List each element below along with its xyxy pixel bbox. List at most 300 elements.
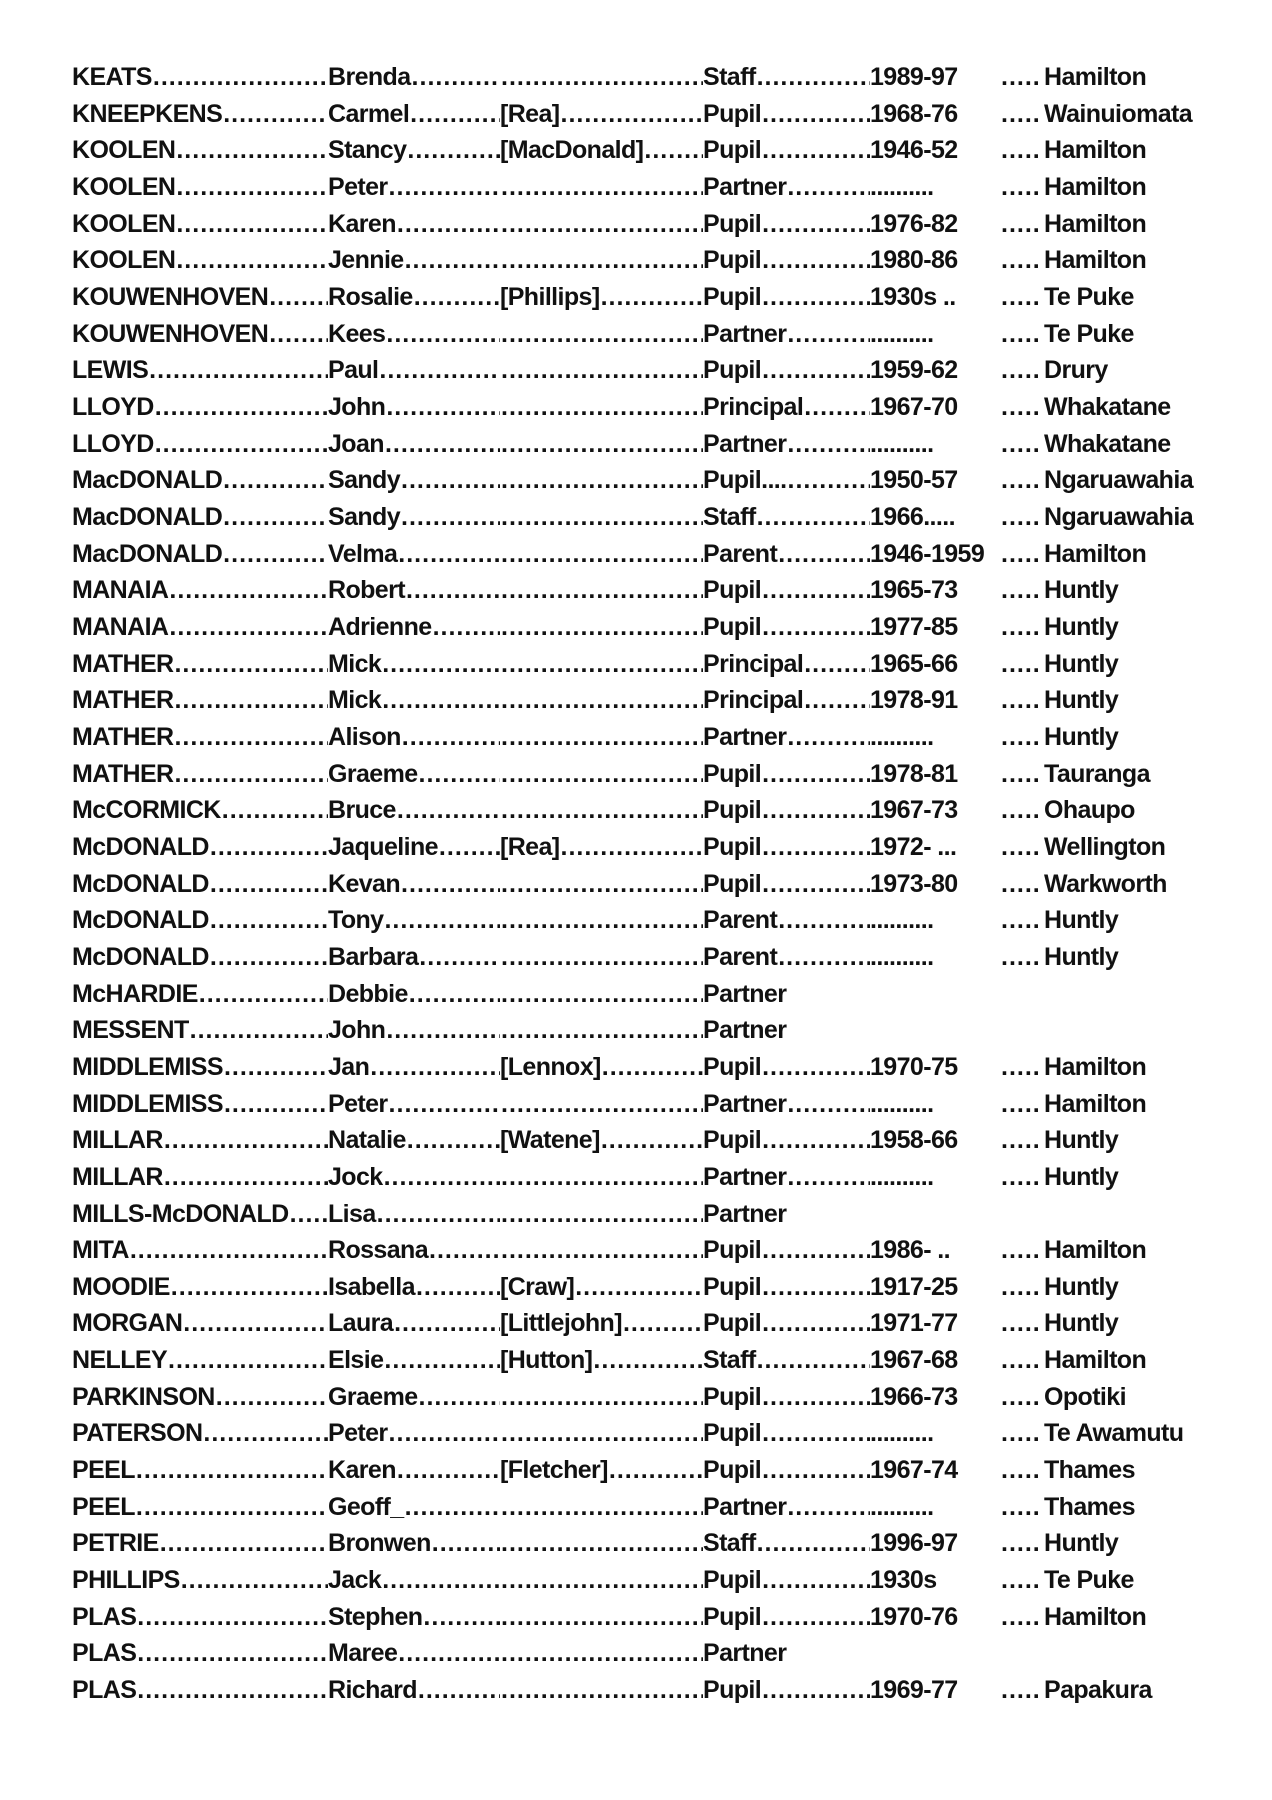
role: Partner xyxy=(703,1199,787,1228)
role-cell xyxy=(703,647,870,681)
first-name: Isabella xyxy=(328,1272,415,1301)
first-name-cell xyxy=(328,390,500,424)
maiden-name: [Lennox] xyxy=(500,1052,601,1081)
maiden-name: [Phillips] xyxy=(500,283,600,311)
dot-leader xyxy=(175,170,328,204)
role-cell xyxy=(703,463,870,497)
surname: PEEL xyxy=(72,1456,135,1485)
first-name: Peter xyxy=(328,1089,388,1118)
years: 1946-52 xyxy=(870,136,958,165)
list-row xyxy=(0,537,1272,571)
list-row xyxy=(0,1306,1272,1340)
first-name: Brenda xyxy=(328,63,411,91)
dot-leader xyxy=(170,1270,328,1304)
dot-leader xyxy=(1000,793,1044,827)
years: 1973-80 xyxy=(870,869,958,898)
surname-cell xyxy=(72,1453,328,1487)
town-cell xyxy=(1044,427,1272,461)
town-leader-cell xyxy=(1000,903,1044,937)
maiden-name-cell xyxy=(500,1233,703,1267)
maiden-name-cell xyxy=(500,317,703,351)
role: Staff xyxy=(703,502,756,531)
years-cell xyxy=(870,1270,1000,1304)
surname-cell xyxy=(72,757,328,791)
list-row xyxy=(0,1050,1272,1084)
town-cell xyxy=(1044,830,1272,864)
role: Pupil xyxy=(703,246,762,275)
town-cell xyxy=(1044,1600,1272,1634)
surname-cell xyxy=(72,1380,328,1414)
town-cell xyxy=(1044,1526,1272,1560)
years: .......... xyxy=(870,319,934,348)
dot-leader xyxy=(500,1600,703,1634)
first-name-cell xyxy=(328,1636,500,1670)
list-row xyxy=(0,1600,1272,1634)
dot-leader xyxy=(168,573,328,607)
years-cell xyxy=(870,1636,1000,1670)
dot-leader xyxy=(1000,647,1044,681)
surname-cell xyxy=(72,1050,328,1084)
years: .......... xyxy=(870,722,934,751)
dot-leader xyxy=(1000,1453,1044,1487)
town: Hamilton xyxy=(1044,1052,1147,1081)
first-name: Robert xyxy=(328,576,405,605)
years-cell xyxy=(870,280,1000,314)
surname: MATHER xyxy=(72,759,174,788)
years-cell xyxy=(870,353,1000,387)
first-name: Jan xyxy=(328,1052,370,1081)
maiden-name-cell xyxy=(500,1123,703,1157)
dot-leader xyxy=(643,133,703,167)
town-cell xyxy=(1044,1380,1272,1414)
dot-leader xyxy=(415,1270,500,1304)
dot-leader xyxy=(223,1087,328,1121)
first-name: Natalie xyxy=(328,1126,406,1155)
dot-leader xyxy=(393,1306,500,1340)
dot-leader xyxy=(396,207,500,241)
role: Parent xyxy=(703,942,778,971)
dot-leader xyxy=(175,133,328,167)
role-cell xyxy=(703,977,870,1011)
list-row xyxy=(0,903,1272,937)
surname-cell xyxy=(72,207,328,241)
town-cell xyxy=(1044,1087,1272,1121)
maiden-name-cell xyxy=(500,280,703,314)
dot-leader xyxy=(786,1087,870,1121)
first-name-cell xyxy=(328,1453,500,1487)
years: 1978-81 xyxy=(870,759,958,788)
dot-leader xyxy=(381,683,500,717)
town-leader-cell xyxy=(1000,317,1044,351)
dot-leader xyxy=(1000,867,1044,901)
dot-leader xyxy=(223,1050,328,1084)
dot-leader xyxy=(500,903,703,937)
surname: MATHER xyxy=(72,649,174,678)
first-name-cell xyxy=(328,97,500,131)
surname: PLAS xyxy=(72,1602,137,1631)
first-name: Karen xyxy=(328,209,396,238)
dot-leader xyxy=(803,390,870,424)
years: 1996-97 xyxy=(870,1529,958,1558)
surname: McCORMICK xyxy=(72,796,221,825)
dot-leader xyxy=(1000,280,1044,314)
list-row xyxy=(0,1123,1272,1157)
dot-leader xyxy=(209,867,328,901)
dot-leader xyxy=(148,353,328,387)
years-cell xyxy=(870,977,1000,1011)
town-leader-cell xyxy=(1000,977,1044,1011)
dot-leader xyxy=(396,1453,500,1487)
town-cell xyxy=(1044,1416,1272,1450)
town: Huntly xyxy=(1044,722,1119,751)
dot-leader xyxy=(1000,720,1044,754)
dot-leader xyxy=(406,133,500,167)
maiden-name-cell xyxy=(500,757,703,791)
role-cell xyxy=(703,793,870,827)
years-cell xyxy=(870,720,1000,754)
surname: MITA xyxy=(72,1236,129,1265)
dot-leader xyxy=(500,720,703,754)
years: 1978-91 xyxy=(870,686,958,715)
maiden-name-cell xyxy=(500,903,703,937)
town-leader-cell xyxy=(1000,1087,1044,1121)
maiden-name-cell xyxy=(500,1453,703,1487)
maiden-name-cell xyxy=(500,1526,703,1560)
dot-leader xyxy=(761,1416,870,1450)
maiden-name-cell xyxy=(500,683,703,717)
dot-leader xyxy=(1000,390,1044,424)
role: Partner xyxy=(703,979,787,1008)
role: Pupil xyxy=(703,1456,762,1485)
dot-leader xyxy=(381,647,500,681)
dot-leader xyxy=(411,60,500,94)
surname: MATHER xyxy=(72,722,174,751)
town: Te Puke xyxy=(1044,319,1134,348)
role: Pupil xyxy=(703,1566,762,1595)
first-name-cell xyxy=(328,427,500,461)
town-leader-cell xyxy=(1000,133,1044,167)
surname: NELLEY xyxy=(72,1346,168,1375)
role: Pupil xyxy=(703,1676,762,1704)
first-name-cell xyxy=(328,1160,500,1194)
surname: McHARDIE xyxy=(72,979,198,1008)
dot-leader xyxy=(761,757,870,791)
years-cell xyxy=(870,1233,1000,1267)
surname-cell xyxy=(72,1087,328,1121)
role: Staff xyxy=(703,63,756,91)
dot-leader xyxy=(422,1600,500,1634)
dot-leader xyxy=(413,280,500,314)
years: 1972- ... xyxy=(870,832,957,861)
maiden-name: [Rea] xyxy=(500,832,560,861)
dot-leader xyxy=(786,1160,870,1194)
surname: MORGAN xyxy=(72,1309,183,1338)
years: 1958-66 xyxy=(870,1126,958,1155)
first-name-cell xyxy=(328,647,500,681)
list-row xyxy=(0,647,1272,681)
surname: LLOYD xyxy=(72,429,154,458)
dot-leader xyxy=(405,573,500,607)
years: 1946-1959 xyxy=(870,539,985,568)
surname: MacDONALD xyxy=(72,539,223,568)
list-row xyxy=(0,1013,1272,1047)
maiden-name: [Rea] xyxy=(500,99,560,128)
dot-leader xyxy=(761,1233,870,1267)
town-leader-cell xyxy=(1000,610,1044,644)
town-cell xyxy=(1044,867,1272,901)
years: 1930s xyxy=(870,1566,937,1595)
surname-cell xyxy=(72,500,328,534)
years-cell xyxy=(870,1526,1000,1560)
surname-cell xyxy=(72,793,328,827)
first-name: Alison xyxy=(328,722,401,751)
dot-leader xyxy=(500,757,703,791)
role: Principal xyxy=(703,392,804,421)
role-cell xyxy=(703,207,870,241)
dot-leader xyxy=(500,1673,703,1707)
first-name-cell xyxy=(328,1380,500,1414)
surname-cell xyxy=(72,1013,328,1047)
town: Ngaruawahia xyxy=(1044,466,1194,495)
role-cell xyxy=(703,1087,870,1121)
years: .......... xyxy=(870,429,934,458)
list-row xyxy=(0,390,1272,424)
dot-leader xyxy=(136,1636,328,1670)
surname: KOUWENHOVEN xyxy=(72,319,269,348)
dot-leader xyxy=(500,1526,703,1560)
town-cell xyxy=(1044,1563,1272,1597)
role: Parent xyxy=(703,539,778,568)
town: Hamilton xyxy=(1044,539,1147,568)
town-leader-cell xyxy=(1000,1490,1044,1524)
role-cell xyxy=(703,170,870,204)
dot-leader xyxy=(1000,1380,1044,1414)
maiden-name-cell xyxy=(500,1270,703,1304)
role: Partner xyxy=(703,1492,787,1521)
dot-leader xyxy=(787,463,871,497)
years-cell xyxy=(870,170,1000,204)
dot-leader xyxy=(385,1013,500,1047)
dot-leader xyxy=(761,97,870,131)
dot-leader xyxy=(761,1453,870,1487)
years-cell xyxy=(870,1453,1000,1487)
dot-leader xyxy=(500,793,703,827)
surname-cell xyxy=(72,830,328,864)
town: Whakatane xyxy=(1044,429,1171,458)
dot-leader xyxy=(1000,133,1044,167)
dot-leader xyxy=(500,940,703,974)
surname: MATHER xyxy=(72,686,174,715)
town: Huntly xyxy=(1044,686,1119,715)
town: Hamilton xyxy=(1044,246,1147,275)
list-row xyxy=(0,1453,1272,1487)
maiden-name-cell xyxy=(500,243,703,277)
first-name-cell xyxy=(328,940,500,974)
first-name: Rosalie xyxy=(328,283,413,311)
first-name: Lisa xyxy=(328,1199,376,1228)
role-cell xyxy=(703,683,870,717)
first-name-cell xyxy=(328,977,500,1011)
dot-leader xyxy=(376,1197,500,1231)
dot-leader xyxy=(500,1563,703,1597)
dot-leader xyxy=(388,1416,500,1450)
role: Pupil xyxy=(703,1309,762,1338)
first-name-cell xyxy=(328,793,500,827)
years-cell xyxy=(870,1380,1000,1414)
first-name: Bronwen xyxy=(328,1529,431,1558)
role-cell xyxy=(703,97,870,131)
maiden-name-cell xyxy=(500,1050,703,1084)
dot-leader xyxy=(500,243,703,277)
surname-cell xyxy=(72,1197,328,1231)
dot-leader xyxy=(500,1197,703,1231)
dot-leader xyxy=(786,170,870,204)
dot-leader xyxy=(500,353,703,387)
dot-leader xyxy=(1000,60,1044,94)
dot-leader xyxy=(786,1490,870,1524)
dot-leader xyxy=(761,610,870,644)
years-cell xyxy=(870,1673,1000,1707)
town-cell xyxy=(1044,1343,1272,1377)
town-leader-cell xyxy=(1000,280,1044,314)
dot-leader xyxy=(1000,1526,1044,1560)
role: Pupil xyxy=(703,1602,762,1631)
surname: KOOLEN xyxy=(72,136,176,165)
years: .......... xyxy=(870,173,934,201)
dot-leader xyxy=(761,1270,870,1304)
maiden-name-cell xyxy=(500,463,703,497)
dot-leader xyxy=(396,793,500,827)
role: Pupil.... xyxy=(703,466,787,495)
dot-leader xyxy=(500,463,703,497)
dot-leader xyxy=(152,60,328,94)
first-name-cell xyxy=(328,170,500,204)
town-leader-cell xyxy=(1000,1123,1044,1157)
dot-leader xyxy=(209,940,328,974)
dot-leader xyxy=(761,1563,870,1597)
years-cell xyxy=(870,793,1000,827)
town: Thames xyxy=(1044,1492,1135,1521)
surname-cell xyxy=(72,1306,328,1340)
dot-leader xyxy=(222,97,328,131)
town-leader-cell xyxy=(1000,170,1044,204)
town-leader-cell xyxy=(1000,207,1044,241)
list-row xyxy=(0,683,1272,717)
town-cell xyxy=(1044,977,1272,1011)
first-name: Sandy xyxy=(328,466,401,495)
surname: KOOLEN xyxy=(72,246,176,275)
first-name: John xyxy=(328,392,386,421)
town: Hamilton xyxy=(1044,1346,1147,1375)
town-leader-cell xyxy=(1000,427,1044,461)
surname-cell xyxy=(72,1600,328,1634)
town-leader-cell xyxy=(1000,573,1044,607)
maiden-name-cell xyxy=(500,170,703,204)
role-cell xyxy=(703,1160,870,1194)
first-name: Elsie xyxy=(328,1346,384,1375)
town-cell xyxy=(1044,1050,1272,1084)
first-name: Jennie xyxy=(328,246,404,275)
list-row xyxy=(0,243,1272,277)
surname-cell xyxy=(72,1416,328,1450)
dot-leader xyxy=(163,1160,328,1194)
role-cell xyxy=(703,353,870,387)
dot-leader xyxy=(438,830,500,864)
list-row xyxy=(0,1197,1272,1231)
dot-leader xyxy=(761,1673,870,1707)
surname-cell xyxy=(72,317,328,351)
town-leader-cell xyxy=(1000,1343,1044,1377)
maiden-name-cell xyxy=(500,1490,703,1524)
first-name: Graeme xyxy=(328,759,418,788)
list-row xyxy=(0,940,1272,974)
maiden-name-cell xyxy=(500,1563,703,1597)
first-name-cell xyxy=(328,1013,500,1047)
dot-leader xyxy=(761,280,870,314)
surname-cell xyxy=(72,683,328,717)
first-name: Jock xyxy=(328,1162,383,1191)
role-cell xyxy=(703,610,870,644)
list-row xyxy=(0,207,1272,241)
years-cell xyxy=(870,500,1000,534)
list-row xyxy=(0,500,1272,534)
town-leader-cell xyxy=(1000,1563,1044,1597)
town-leader-cell xyxy=(1000,1160,1044,1194)
years-cell xyxy=(870,1416,1000,1450)
town-leader-cell xyxy=(1000,1600,1044,1634)
first-name-cell xyxy=(328,830,500,864)
years: .......... xyxy=(870,942,934,971)
maiden-name: [Craw] xyxy=(500,1272,575,1301)
dot-leader xyxy=(803,647,870,681)
dot-leader xyxy=(1000,1600,1044,1634)
role: Partner xyxy=(703,722,787,751)
role-cell xyxy=(703,1490,870,1524)
years-cell xyxy=(870,133,1000,167)
dot-leader xyxy=(786,317,870,351)
town-cell xyxy=(1044,280,1272,314)
surname-cell xyxy=(72,903,328,937)
dot-leader xyxy=(397,537,500,571)
years: 1967-70 xyxy=(870,392,958,421)
years: 1971-77 xyxy=(870,1309,958,1338)
dot-leader xyxy=(592,1343,703,1377)
town: Hamilton xyxy=(1044,63,1147,91)
dot-leader xyxy=(756,1526,870,1560)
years-cell xyxy=(870,573,1000,607)
role-cell xyxy=(703,1197,870,1231)
dot-leader xyxy=(173,720,328,754)
dot-leader xyxy=(761,793,870,827)
town-cell xyxy=(1044,1233,1272,1267)
years: 1989-97 xyxy=(870,63,958,91)
years: 1976-82 xyxy=(870,209,958,238)
dot-leader xyxy=(209,830,328,864)
surname: LLOYD xyxy=(72,392,154,421)
town-cell xyxy=(1044,647,1272,681)
surname: MESSENT xyxy=(72,1016,189,1045)
list-row xyxy=(0,720,1272,754)
list-row xyxy=(0,610,1272,644)
first-name: Carmel xyxy=(328,99,410,128)
first-name-cell xyxy=(328,867,500,901)
first-name-cell xyxy=(328,1050,500,1084)
years-cell xyxy=(870,97,1000,131)
first-name-cell xyxy=(328,280,500,314)
surname-cell xyxy=(72,60,328,94)
town-leader-cell xyxy=(1000,867,1044,901)
first-name: Mick xyxy=(328,686,382,715)
